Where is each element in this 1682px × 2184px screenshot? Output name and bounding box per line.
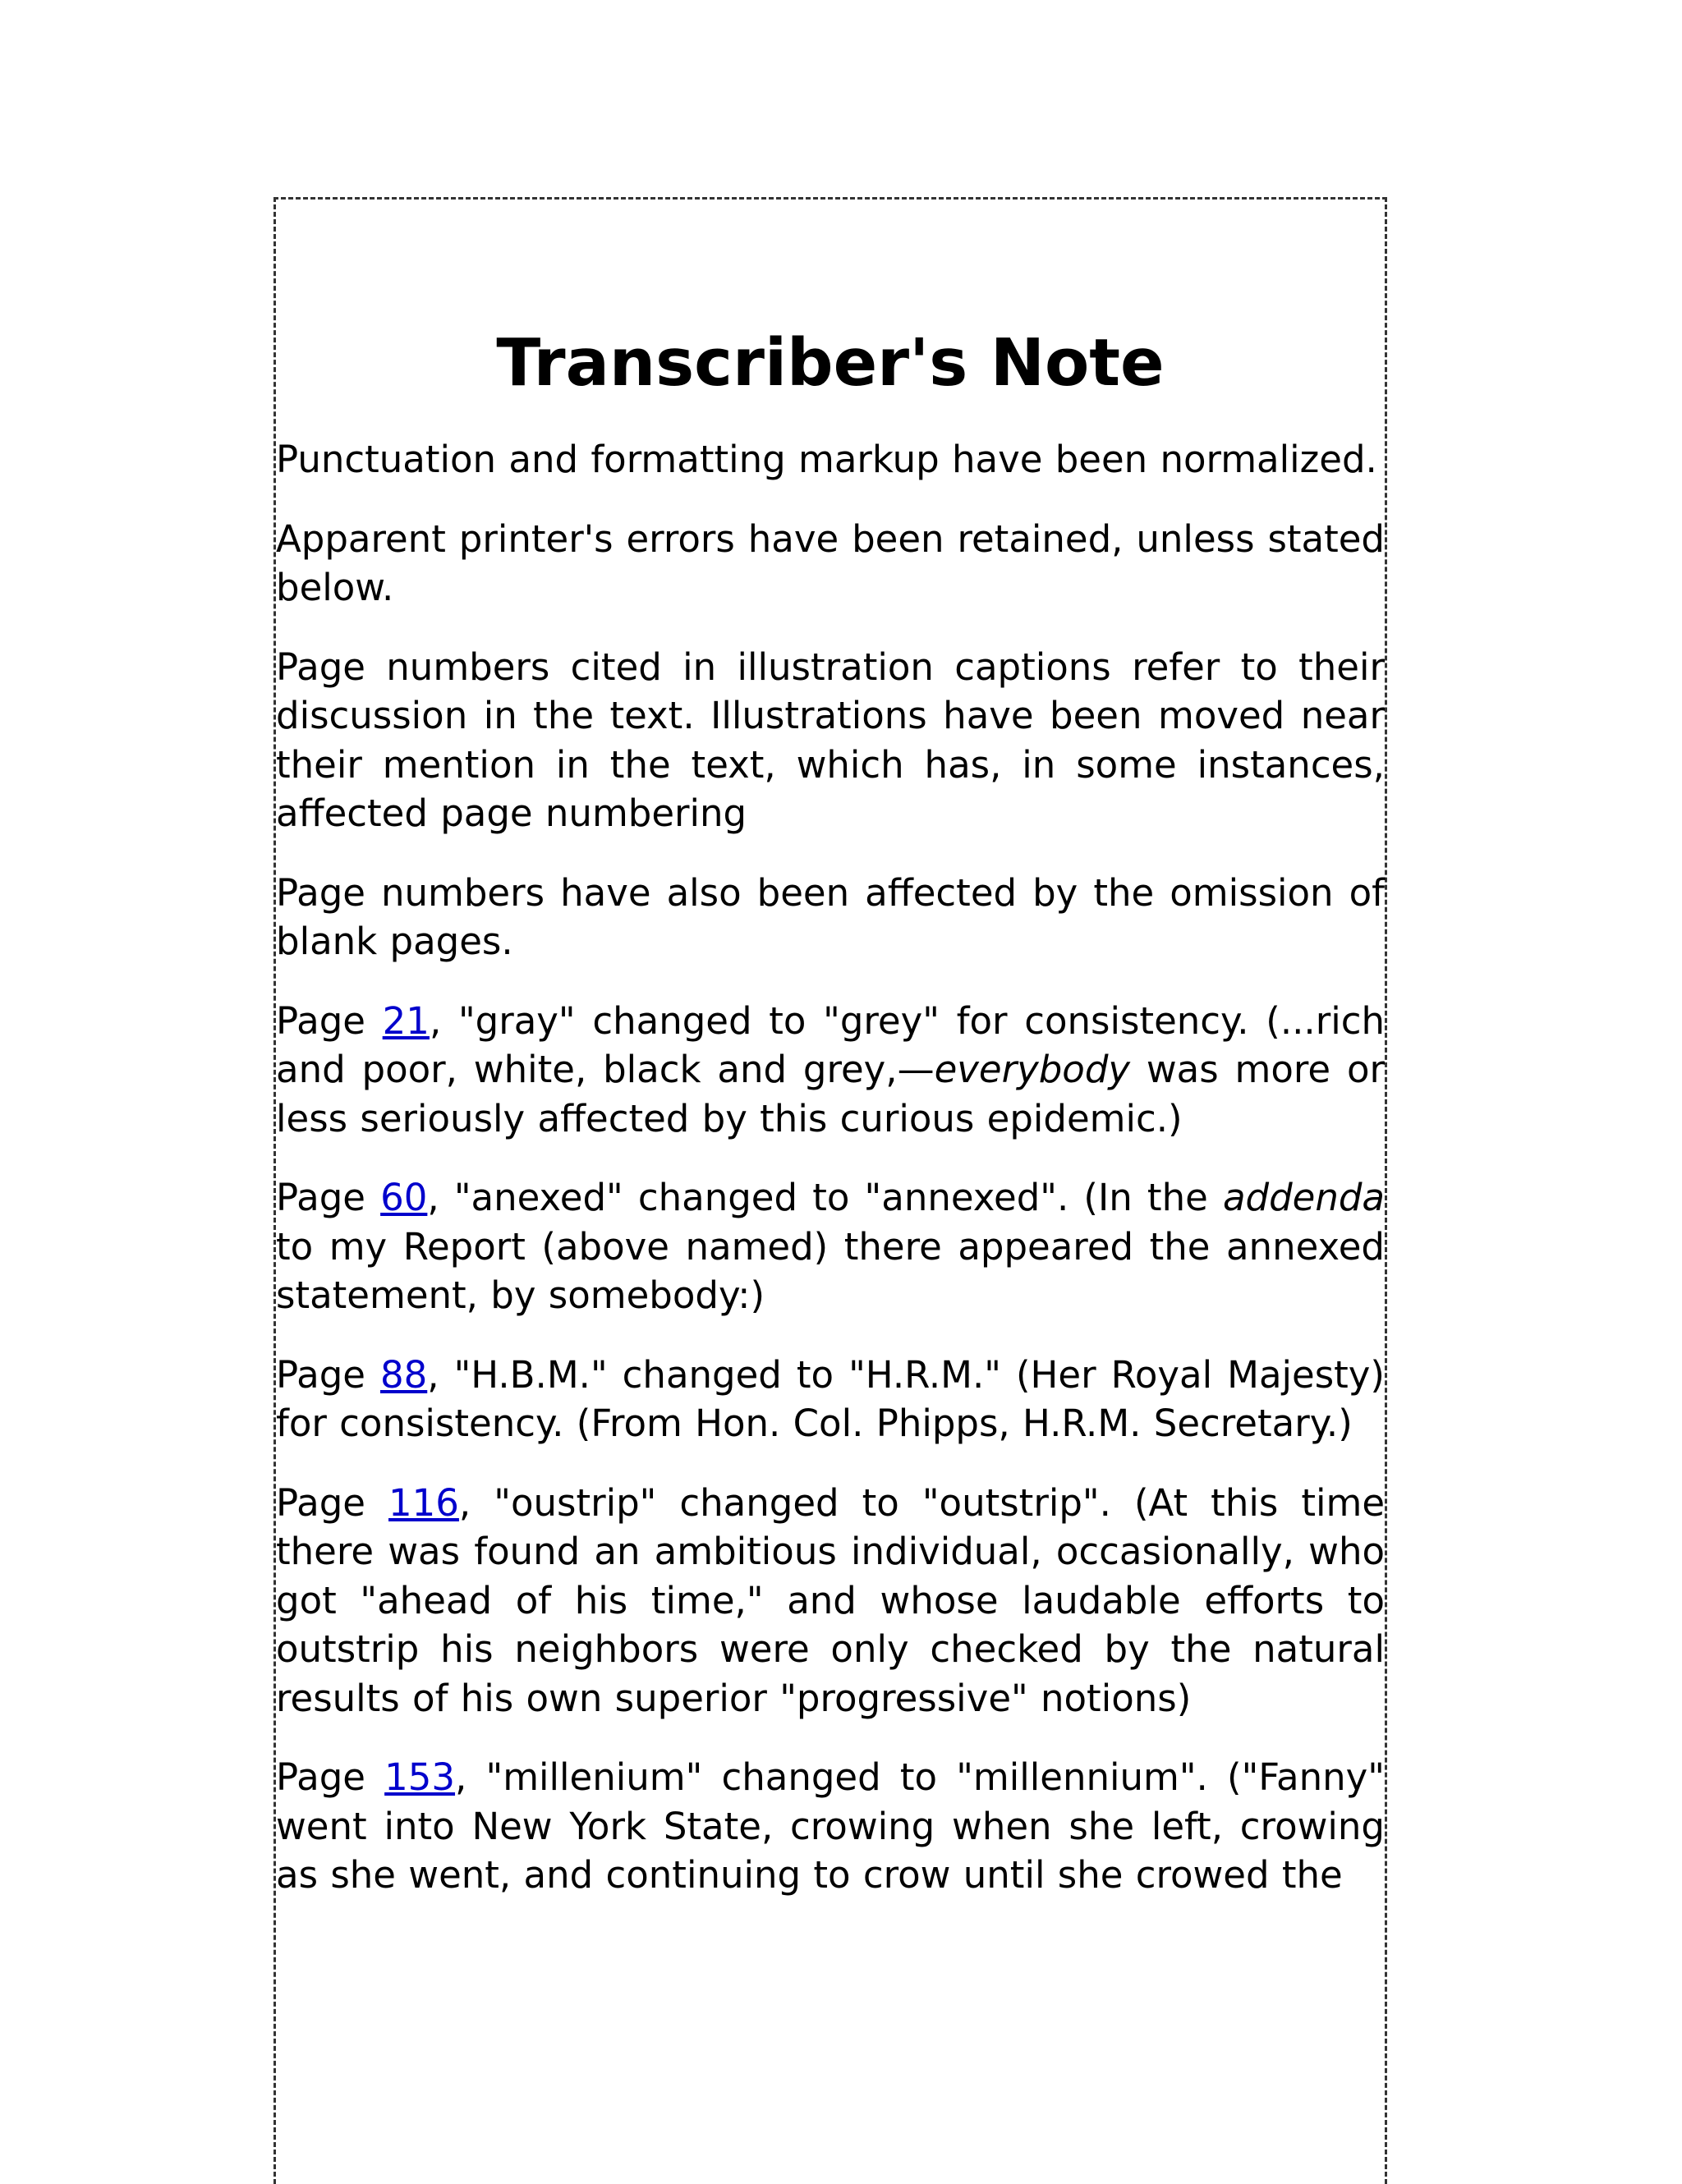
entry-text: , "anexed" changed to "annexed". (In the <box>427 1176 1223 1219</box>
transcribers-note-box <box>273 197 1387 2184</box>
page-link-21[interactable]: 21 <box>382 998 430 1043</box>
correction-entry-page-21 <box>276 997 1385 1144</box>
page-title: Transcriber's Note <box>496 325 1165 401</box>
entry-text-continued: was more or less seriously affected by this curious epidemic.) <box>276 1048 1385 1140</box>
note-body <box>276 435 1385 1900</box>
correction-entry-page-60 <box>276 1173 1385 1320</box>
page-link-153[interactable]: 153 <box>384 1755 456 1799</box>
entry-prefix: Page <box>276 998 383 1043</box>
correction-entry-page-153 <box>276 1753 1385 1900</box>
note-paragraph-punctuation: Punctuation and formatting markup have been normalized. <box>276 438 1377 481</box>
note-paragraph-printer-errors: Apparent printer's errors have been retained, unless stated below. <box>276 516 1385 609</box>
entry-prefix: Page <box>276 1480 388 1525</box>
entry-text-continued: to my Report (above named) there appeared the annexed statement, by somebody:) <box>276 1224 1385 1317</box>
entry-text: , "oustrip" changed to "outstrip". (At this time there was found an ambitious individual, occasionally, who got "ahead of his time," and whose laudable efforts to outstrip his neighbors were only checked by the natural results of his own superior "progressive" notions) <box>276 1480 1386 1720</box>
correction-entry-page-88 <box>276 1351 1385 1448</box>
entry-text: , "millenium" changed to "millennium". ("Fanny" went into New York State, crowing when she left, crowing as she went, and continuing to crow until she crowed the <box>276 1755 1385 1897</box>
entry-emphasis: everybody <box>934 1048 1131 1091</box>
entry-text: , "H.B.M." changed to "H.R.M." (Her Royal Majesty) for consistency. (From Hon. Col. Phipps, H.R.M. Secretary.) <box>276 1352 1385 1445</box>
page-link-60[interactable]: 60 <box>380 1176 428 1219</box>
entry-text: , "gray" changed to "grey" for consistency. (...rich and poor, white, black and grey,— <box>276 998 1385 1091</box>
note-paragraph-illustrations: Page numbers cited in illustration captions refer to their discussion in the text. Illustrations have been moved near their mention in the text, which has, in some instances, affected page numbering <box>276 645 1385 835</box>
note-paragraph-blank-pages: Page numbers have also been affected by the omission of blank pages. <box>276 870 1385 963</box>
entry-prefix: Page <box>276 1755 385 1799</box>
entry-prefix: Page <box>276 1176 381 1219</box>
page-link-88[interactable]: 88 <box>379 1352 428 1397</box>
entry-prefix: Page <box>276 1352 380 1397</box>
page-link-116[interactable]: 116 <box>388 1480 459 1525</box>
correction-entry-page-116 <box>276 1479 1385 1723</box>
entry-emphasis: addenda <box>1222 1176 1385 1219</box>
